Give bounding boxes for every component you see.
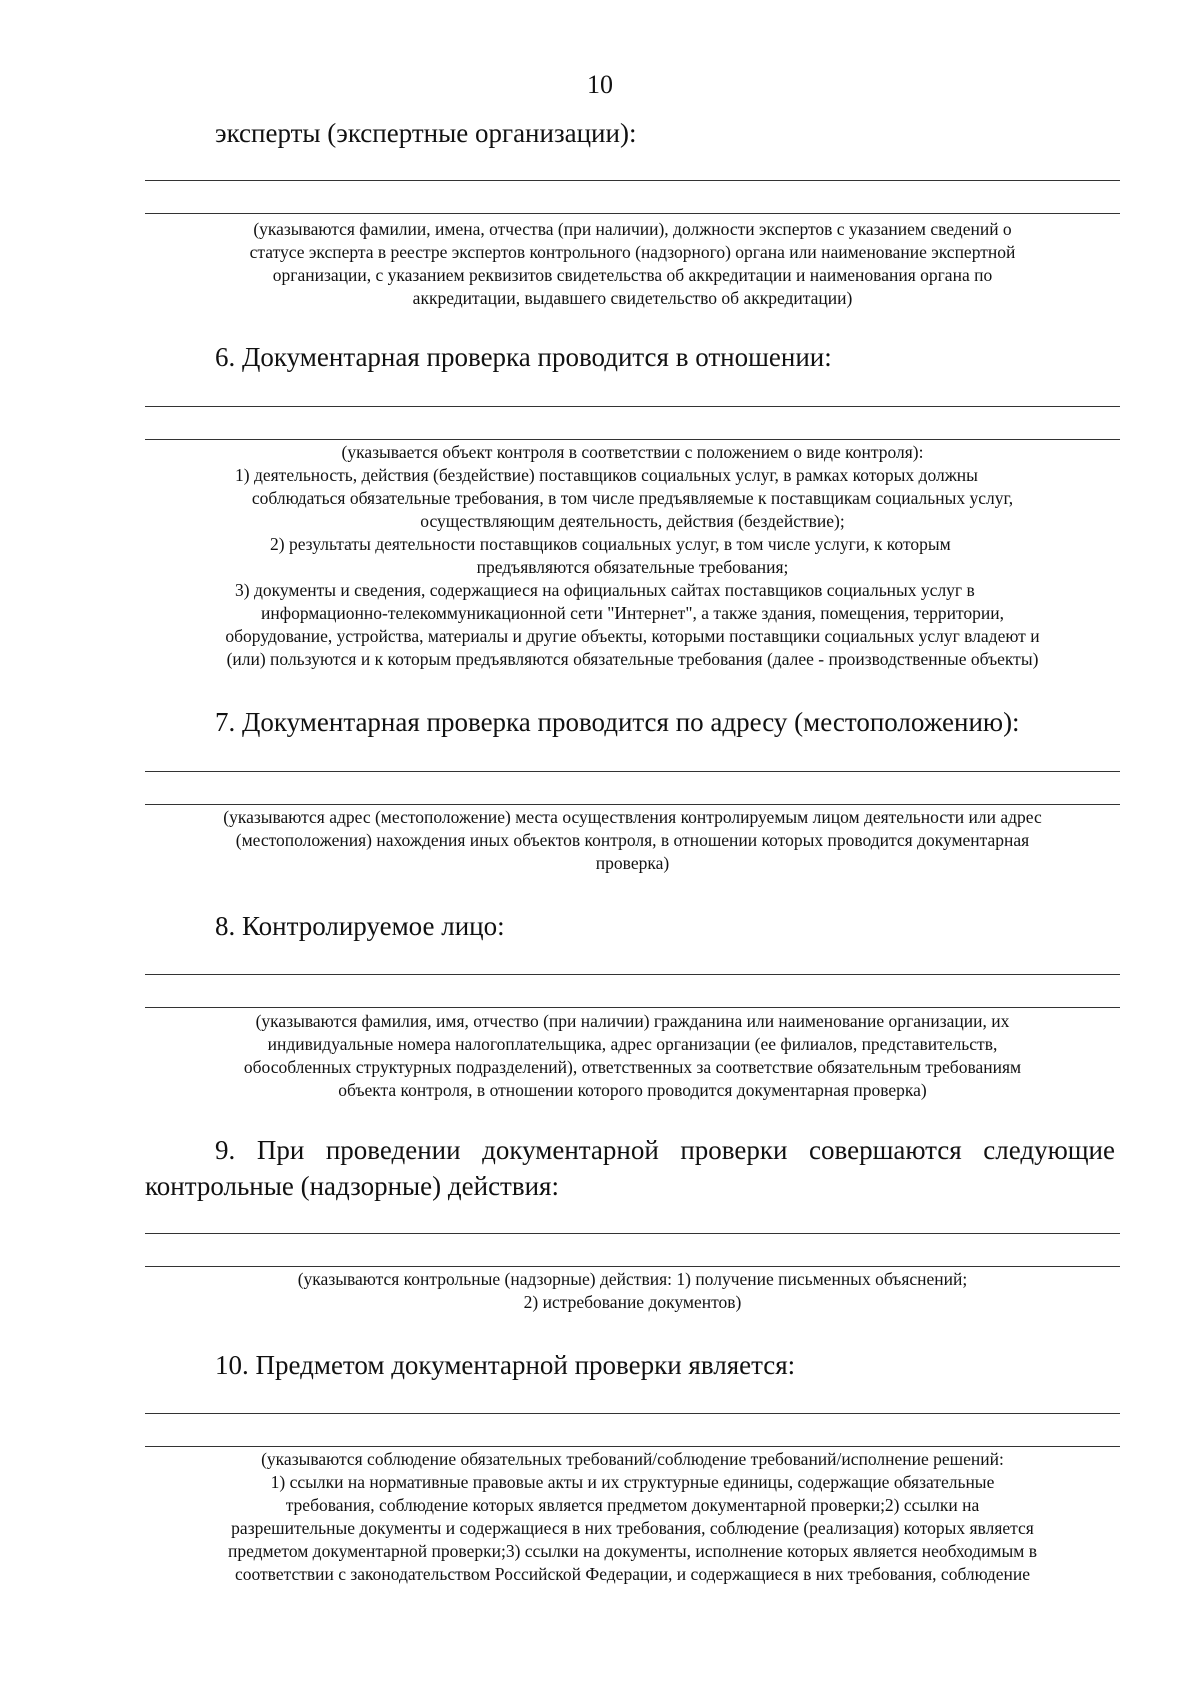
note-line: (или) пользуются и к которым предъявляются обязательные требования (далее - производственные объекты) (226, 649, 1039, 669)
note-line: оборудование, устройства, материалы и другие объекты, которыми поставщики социальных услуг владеют и (225, 626, 1040, 646)
experts-fill-line-2 (145, 213, 1120, 214)
note-line: 3) документы и сведения, содержащиеся на официальных сайтах поставщиков социальных услуг в (235, 580, 975, 600)
section-8-note (145, 1010, 1120, 1102)
note-line: (указываются контрольные (надзорные) действия: 1) получение письменных объяснений; (297, 1269, 968, 1289)
note-line: аккредитации, выдавшего свидетельство об аккредитации) (412, 288, 853, 308)
section-10-fill-line-2 (145, 1446, 1120, 1447)
note-line: обособленных структурных подразделений), ответственных за соответствие обязательным требованиям (243, 1057, 1022, 1077)
section-6-fill-line-2 (145, 439, 1120, 440)
note-line: индивидуальные номера налогоплательщика, адрес организации (ее филиалов, представительств, (267, 1034, 998, 1054)
note-line: предъявляются обязательные требования; (476, 557, 789, 577)
section-10-note (145, 1448, 1120, 1586)
note-line: 2) истребование документов) (523, 1292, 742, 1312)
section-8-heading: 8. Контролируемое лицо: (215, 911, 505, 941)
section-10-fill-line-1 (145, 1413, 1120, 1414)
section-6-heading: 6. Документарная проверка проводится в отношении: (215, 342, 832, 372)
section-6-note (145, 441, 1120, 671)
note-line: соблюдаться обязательные требования, в том числе предъявляемые к поставщикам социальных услуг, (251, 488, 1014, 508)
section-9-fill-line-2 (145, 1266, 1120, 1267)
section-7-fill-line-2 (145, 804, 1120, 805)
section-7-note (145, 806, 1120, 875)
note-line: информационно-телекоммуникационной сети "Интернет", а также здания, помещения, территории, (261, 603, 1004, 623)
note-line: (указываются адрес (местоположение) места осуществления контролируемым лицом деятельности или адрес (223, 807, 1042, 827)
note-line: статусе эксперта в реестре экспертов контрольного (надзорного) органа или наименование экспертной (249, 242, 1016, 262)
experts-fill-line-1 (145, 180, 1120, 181)
note-line: (местоположения) нахождения иных объектов контроля, в отношении которых проводится документарная (235, 830, 1030, 850)
experts-heading: эксперты (экспертные организации): (215, 118, 637, 148)
note-line: (указывается объект контроля в соответствии с положением о виде контроля): (341, 442, 924, 462)
section-8-fill-line-2 (145, 1007, 1120, 1008)
note-line: проверка) (595, 853, 670, 873)
section-7-fill-line-1 (145, 771, 1120, 772)
note-line: (указываются соблюдение обязательных требований/соблюдение требований/исполнение решений: (261, 1449, 1004, 1469)
section-6-fill-line-1 (145, 406, 1120, 407)
note-line: (указываются фамилия, имя, отчество (при наличии) гражданина или наименование организации, их (255, 1011, 1010, 1031)
note-line: 1) ссылки на нормативные правовые акты и их структурные единицы, содержащие обязательные (270, 1472, 995, 1492)
note-line: организации, с указанием реквизитов свидетельства об аккредитации и наименования органа по (272, 265, 993, 285)
section-10-heading: 10. Предметом документарной проверки является: (215, 1350, 796, 1380)
note-line: требования, соблюдение которых является предметом документарной проверки;2) ссылки на (285, 1495, 980, 1515)
note-line: 1) деятельность, действия (бездействие) поставщиков социальных услуг, в рамках которых должны (235, 465, 978, 485)
note-line: (указываются фамилии, имена, отчества (при наличии), должности экспертов с указанием сведений о (253, 219, 1012, 239)
note-line: осуществляющим деятельность, действия (бездействие); (420, 511, 845, 531)
section-9-fill-line-1 (145, 1233, 1120, 1234)
note-line: 2) результаты деятельности поставщиков социальных услуг, в том числе услуги, к которым (270, 534, 951, 554)
section-7-heading: 7. Документарная проверка проводится по адресу (местоположению): (215, 707, 1020, 737)
section-9-note (145, 1268, 1120, 1314)
section-9-heading: 9. При проведении документарной проверки совершаются следующие контрольные (надзорные) действия: (145, 1135, 1115, 1201)
experts-note (145, 218, 1120, 310)
note-line: соответствии с законодательством Российской Федерации, и содержащиеся в них требования, соблюдение (234, 1564, 1031, 1584)
note-line: предметом документарной проверки;3) ссылки на документы, исполнение которых является необходимым в (228, 1541, 1037, 1561)
note-line: разрешительные документы и содержащиеся в них требования, соблюдение (реализация) которых является (231, 1518, 1034, 1538)
note-line: объекта контроля, в отношении которого проводится документарная проверка) (338, 1080, 927, 1100)
page-number: 10 (587, 70, 613, 99)
section-8-fill-line-1 (145, 974, 1120, 975)
